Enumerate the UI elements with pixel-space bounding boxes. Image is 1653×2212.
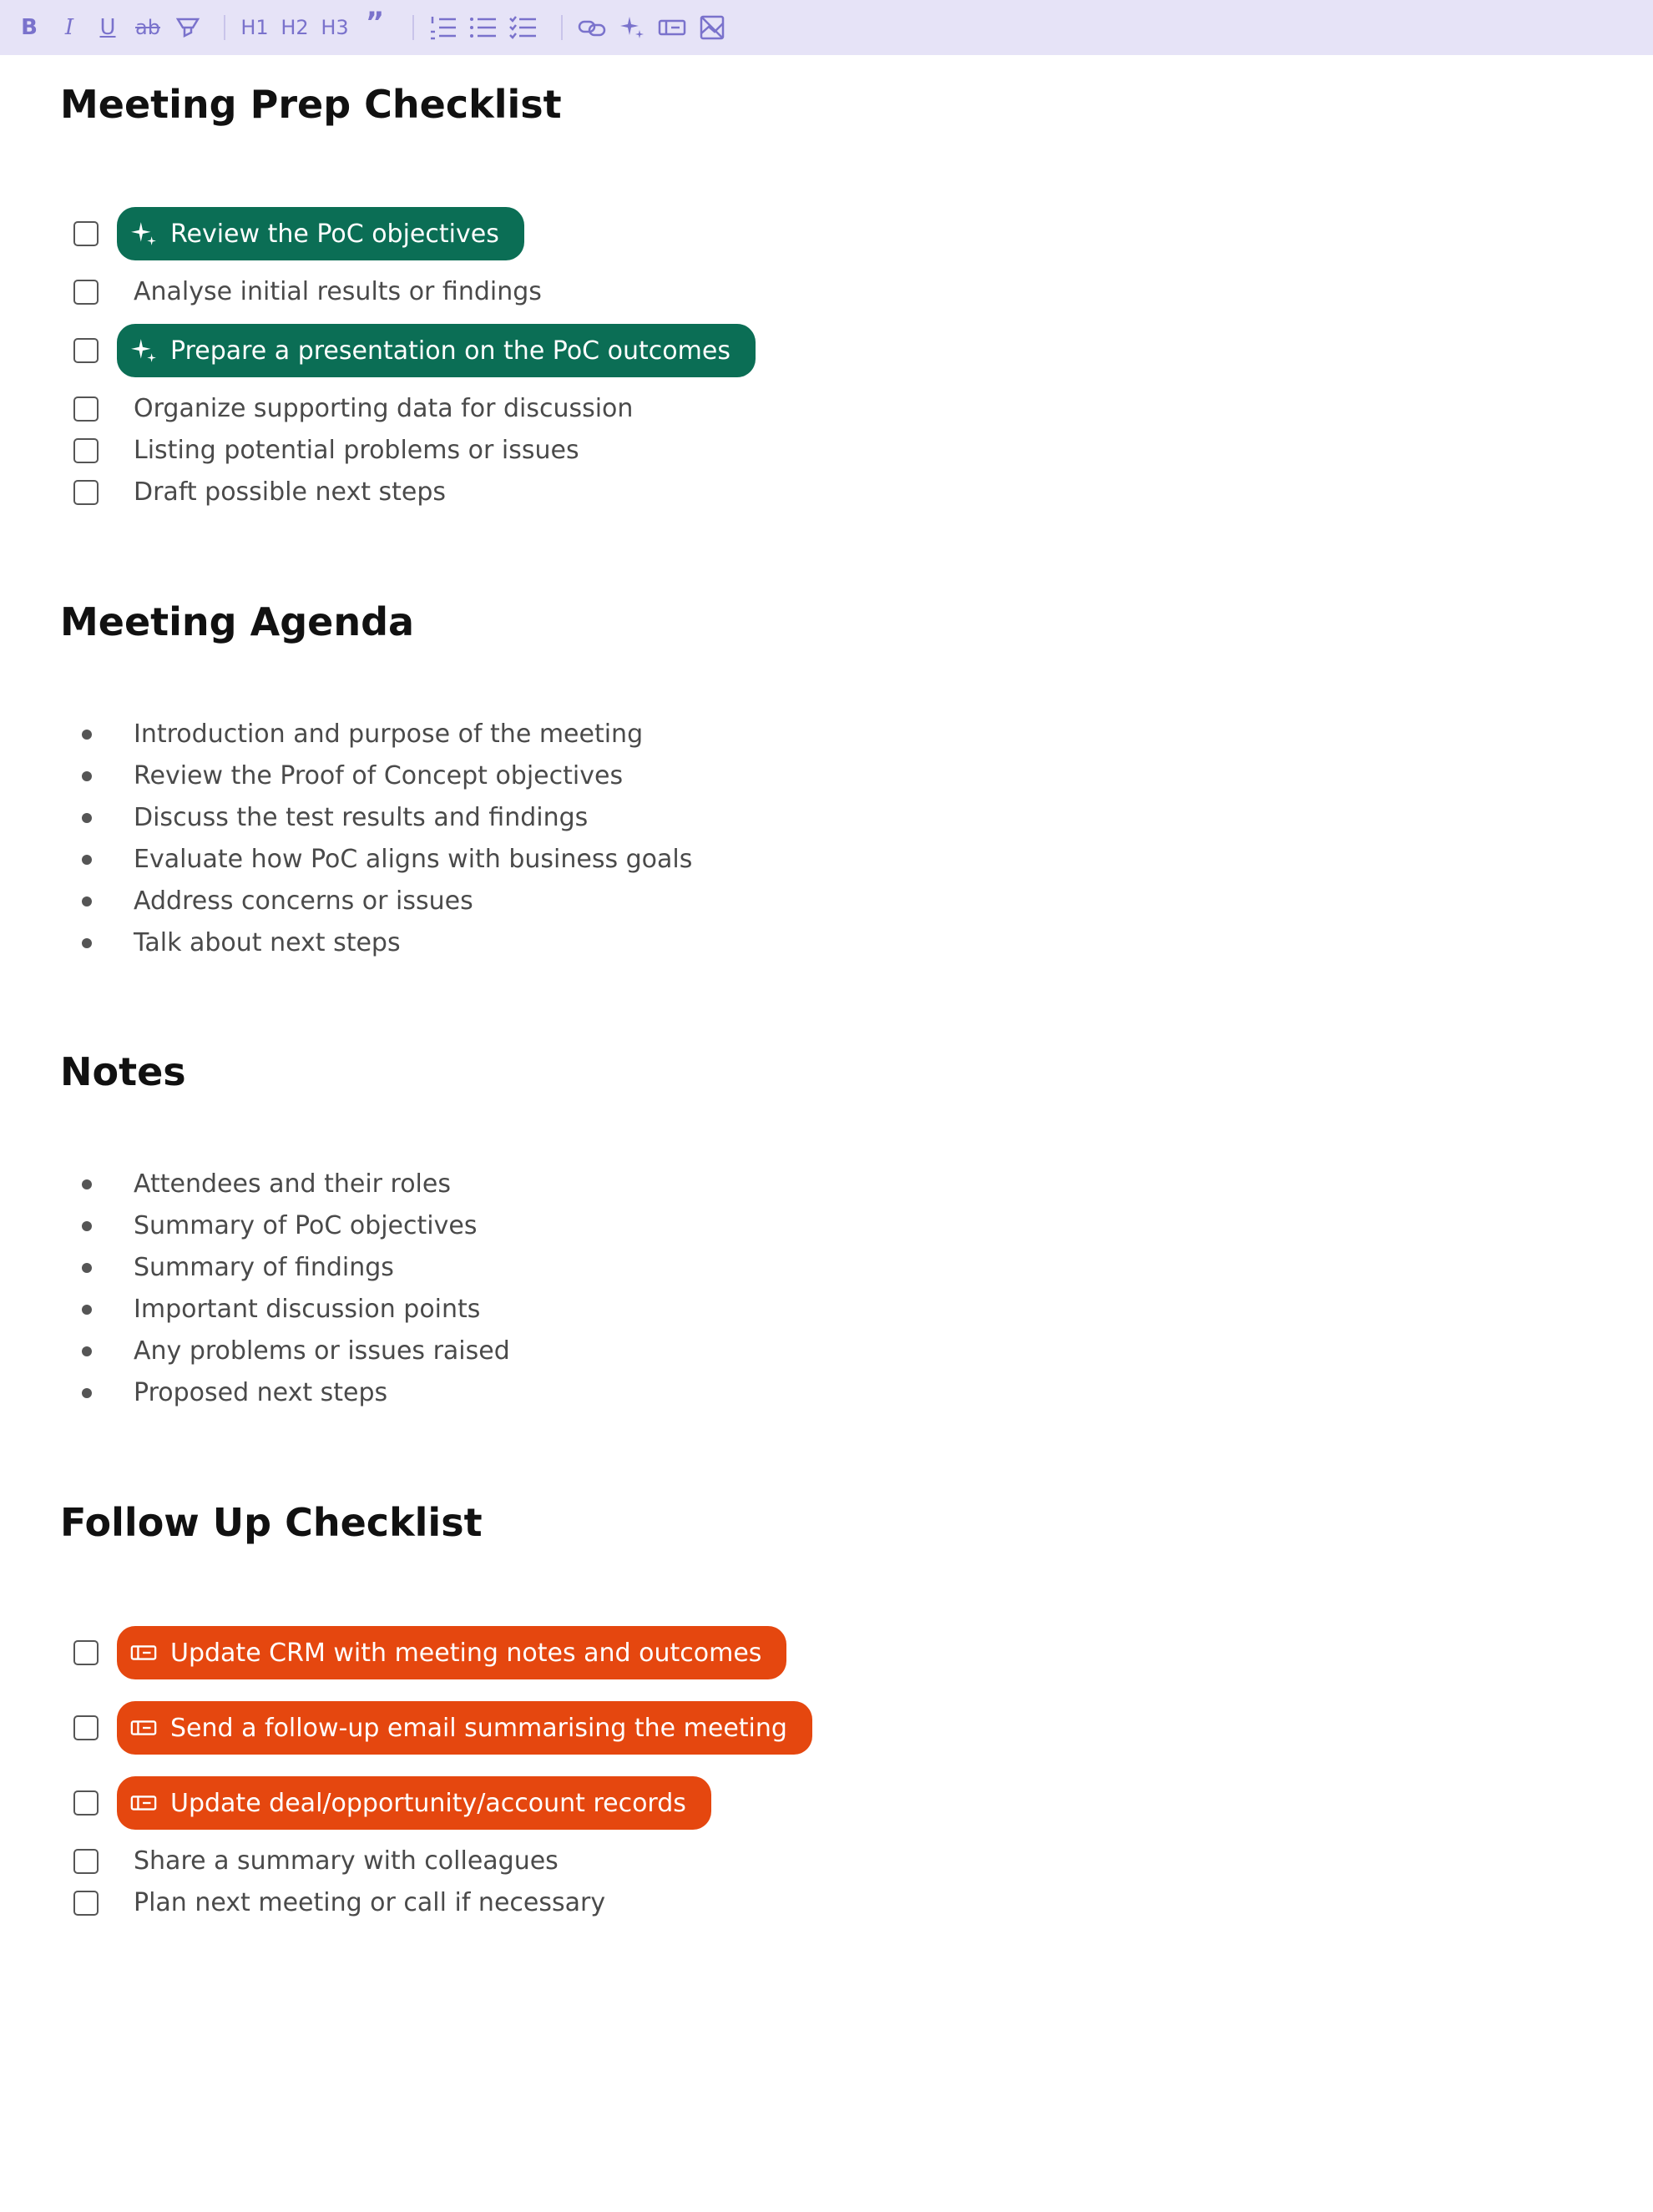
checklist-item-text: Prepare a presentation on the PoC outcomes xyxy=(170,336,730,366)
task-checkbox[interactable] xyxy=(73,338,99,363)
list-item-text: Proposed next steps xyxy=(134,1378,388,1407)
task-checkbox[interactable] xyxy=(73,438,99,463)
crm-field-icon xyxy=(130,1639,157,1666)
checklist-item xyxy=(73,215,499,252)
bullet-icon xyxy=(82,1263,92,1273)
list-item-text: Attendees and their roles xyxy=(134,1169,451,1199)
section-heading-notes: Notes xyxy=(60,1049,186,1094)
sparkle-icon xyxy=(619,15,645,40)
toolbar-divider xyxy=(412,15,414,40)
list-item xyxy=(73,1291,481,1328)
task-checkbox[interactable] xyxy=(73,1790,99,1816)
checklist-item xyxy=(73,1634,762,1671)
checklist-button[interactable] xyxy=(509,8,538,47)
crm-action-pill[interactable] xyxy=(117,1626,786,1679)
link-button[interactable] xyxy=(578,8,606,47)
strikethrough-icon: ab xyxy=(135,16,160,39)
checklist-item xyxy=(73,1843,559,1880)
toolbar-divider xyxy=(224,15,225,40)
list-item-text: Introduction and purpose of the meeting xyxy=(134,720,644,749)
list-item-text: Summary of findings xyxy=(134,1253,394,1282)
task-checkbox[interactable] xyxy=(73,1891,99,1916)
crm-field-icon xyxy=(130,1715,157,1741)
checklist-item xyxy=(73,432,579,469)
checklist-item-text: Listing potential problems or issues xyxy=(134,436,579,465)
checklist-icon xyxy=(509,15,538,40)
ai-suggestion-pill[interactable] xyxy=(117,324,756,377)
checklist-item-text: Draft possible next steps xyxy=(134,477,447,507)
task-checkbox[interactable] xyxy=(73,1640,99,1665)
section-heading-meeting-prep: Meeting Prep Checklist xyxy=(60,82,562,127)
checklist-item xyxy=(73,391,634,427)
crm-action-pill[interactable] xyxy=(117,1701,812,1755)
underline-icon: U xyxy=(99,15,116,40)
crm-field-icon xyxy=(658,15,686,40)
italic-button[interactable] xyxy=(55,8,83,47)
bullet-icon xyxy=(82,771,92,781)
list-item-text: Evaluate how PoC aligns with business goals xyxy=(134,845,693,874)
list-item xyxy=(73,1375,388,1412)
task-checkbox[interactable] xyxy=(73,396,99,422)
list-item-text: Review the Proof of Concept objectives xyxy=(134,761,624,790)
checklist-item xyxy=(73,1885,606,1922)
bullet-icon xyxy=(82,1179,92,1189)
bullet-icon xyxy=(82,1388,92,1398)
checklist-item xyxy=(73,1710,787,1746)
task-checkbox[interactable] xyxy=(73,1849,99,1874)
formatting-toolbar xyxy=(0,0,1653,55)
checklist-item xyxy=(73,332,730,369)
list-item-text: Address concerns or issues xyxy=(134,886,473,916)
quote-button[interactable] xyxy=(361,3,389,42)
checklist-item-text: Share a summary with colleagues xyxy=(134,1846,559,1876)
checklist-item xyxy=(73,474,447,511)
list-item xyxy=(73,716,644,753)
bullet-icon xyxy=(82,855,92,865)
task-checkbox[interactable] xyxy=(73,221,99,246)
link-icon xyxy=(578,15,606,40)
section-heading-follow-up: Follow Up Checklist xyxy=(60,1500,483,1545)
underline-button[interactable] xyxy=(94,8,122,47)
bullet-icon xyxy=(82,1346,92,1356)
list-item xyxy=(73,841,693,878)
list-item xyxy=(73,883,473,920)
crm-field-button[interactable] xyxy=(658,8,686,47)
italic-icon: I xyxy=(64,15,74,40)
strikethrough-button[interactable] xyxy=(134,8,162,47)
list-item-text: Summary of PoC objectives xyxy=(134,1211,478,1240)
crm-field-icon xyxy=(130,1790,157,1816)
bullet-icon xyxy=(82,896,92,907)
highlight-button[interactable] xyxy=(174,8,202,47)
bullet-icon xyxy=(82,813,92,823)
checklist-item xyxy=(73,274,542,311)
task-checkbox[interactable] xyxy=(73,1715,99,1740)
checklist-item-text: Review the PoC objectives xyxy=(170,219,499,249)
ai-sparkle-button[interactable] xyxy=(618,8,646,47)
list-item xyxy=(73,800,589,836)
sparkle-icon xyxy=(130,220,157,247)
list-item-text: Any problems or issues raised xyxy=(134,1336,510,1366)
checklist-item-text: Update CRM with meeting notes and outcomes xyxy=(170,1638,762,1668)
bullet-list-icon xyxy=(469,15,498,40)
crm-action-pill[interactable] xyxy=(117,1776,711,1830)
task-checkbox[interactable] xyxy=(73,480,99,505)
checklist-item-text: Update deal/opportunity/account records xyxy=(170,1788,686,1818)
list-item xyxy=(73,925,401,962)
checklist-item xyxy=(73,1785,686,1821)
h1-button[interactable] xyxy=(240,8,269,47)
task-checkbox[interactable] xyxy=(73,280,99,305)
image-button[interactable] xyxy=(698,8,726,47)
h2-label: H2 xyxy=(281,16,309,39)
h1-label: H1 xyxy=(240,16,269,39)
list-item xyxy=(73,758,624,795)
section-heading-meeting-agenda: Meeting Agenda xyxy=(60,599,415,644)
h2-button[interactable] xyxy=(281,8,309,47)
bold-button[interactable] xyxy=(15,8,43,47)
image-icon xyxy=(700,15,725,40)
bullet-list-button[interactable] xyxy=(469,8,498,47)
checklist-item-text: Organize supporting data for discussion xyxy=(134,394,634,423)
list-item-text: Talk about next steps xyxy=(134,928,401,957)
bold-icon: B xyxy=(21,15,38,40)
h3-button[interactable] xyxy=(321,8,349,47)
sparkle-icon xyxy=(130,337,157,364)
checklist-item-text: Plan next meeting or call if necessary xyxy=(134,1888,606,1917)
highlighter-icon xyxy=(174,14,201,41)
list-item xyxy=(73,1208,478,1245)
list-item-text: Discuss the test results and findings xyxy=(134,803,589,832)
bullet-icon xyxy=(82,1221,92,1231)
list-item xyxy=(73,1166,451,1203)
list-item xyxy=(73,1250,394,1286)
bullet-icon xyxy=(82,730,92,740)
checklist-item-text: Send a follow-up email summarising the meeting xyxy=(170,1713,787,1743)
bullet-icon xyxy=(82,938,92,948)
toolbar-divider xyxy=(561,15,563,40)
list-item-text: Important discussion points xyxy=(134,1295,481,1324)
ai-suggestion-pill[interactable] xyxy=(117,207,524,260)
bullet-icon xyxy=(82,1305,92,1315)
checklist-item-text: Analyse initial results or findings xyxy=(134,277,542,306)
ordered-list-button[interactable] xyxy=(429,8,457,47)
list-item xyxy=(73,1333,510,1370)
quote-icon: ” xyxy=(365,6,385,39)
ordered-list-icon xyxy=(429,15,457,40)
h3-label: H3 xyxy=(321,16,349,39)
